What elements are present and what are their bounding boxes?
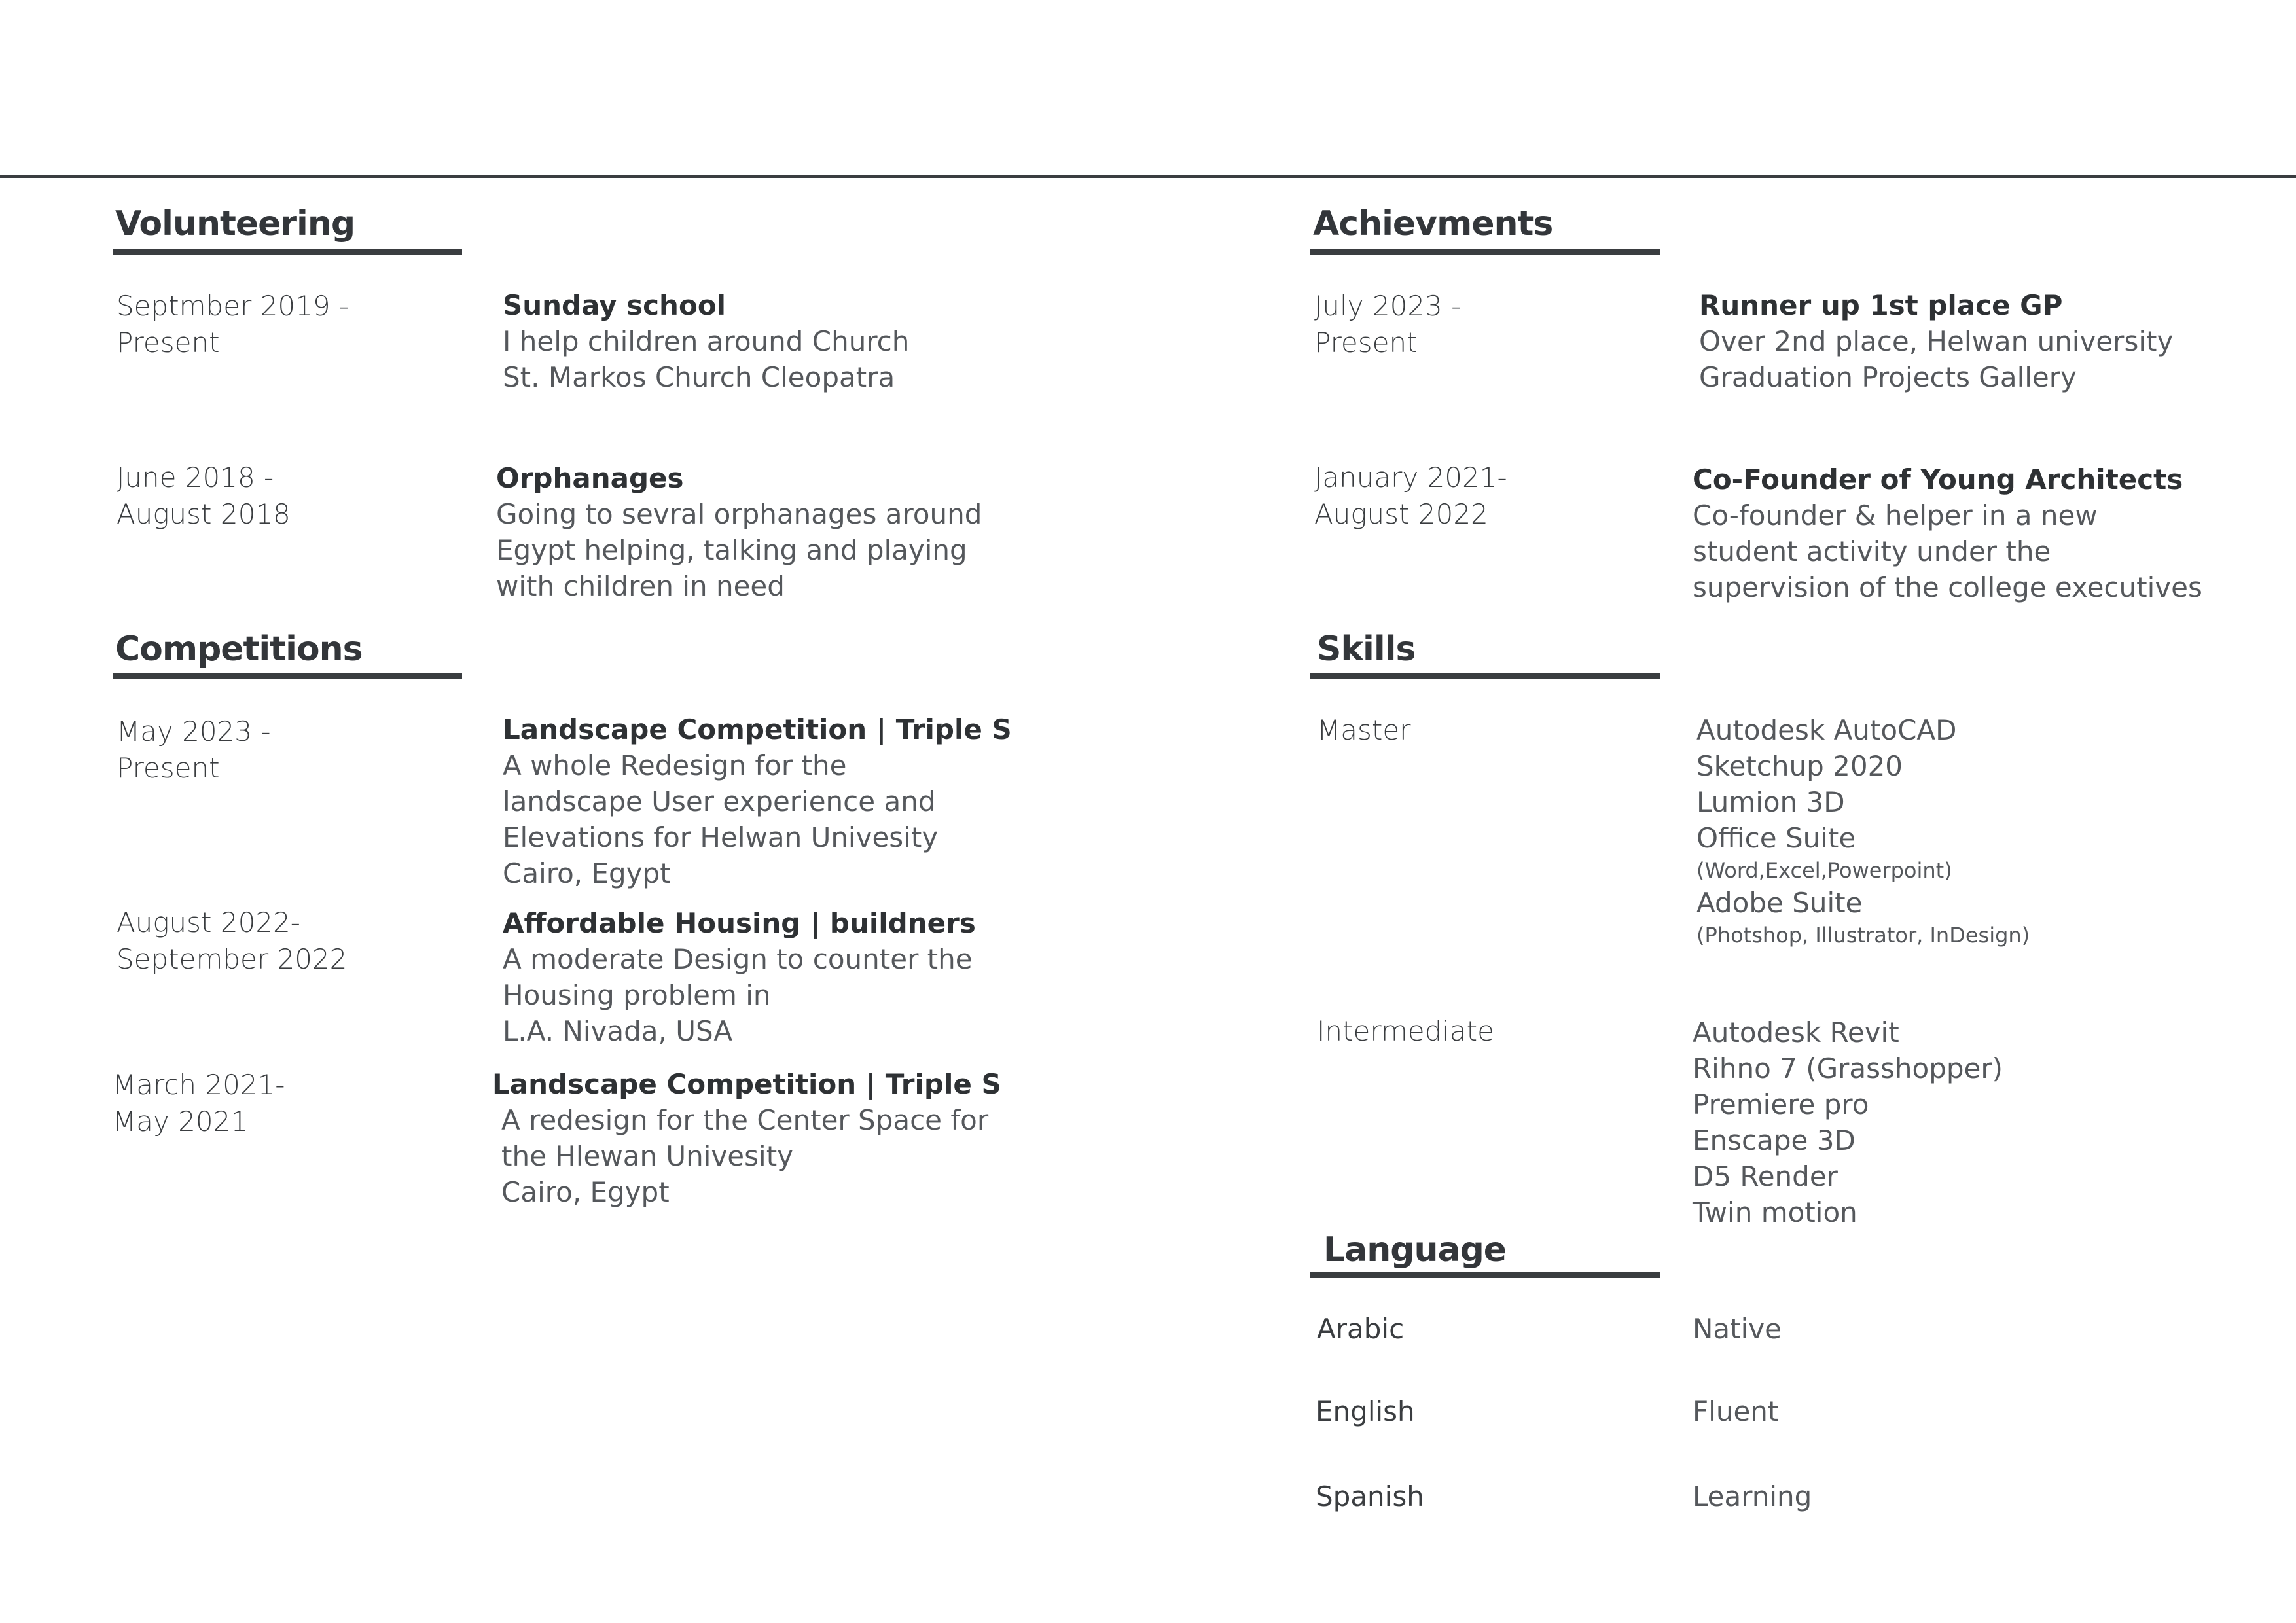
entry-line: Egypt helping, talking and playing xyxy=(496,534,967,566)
entry-line: St. Markos Church Cleopatra xyxy=(503,361,895,393)
skills-master-label: Master xyxy=(1317,714,1411,746)
volunteering-heading: Volunteering xyxy=(115,204,355,243)
skills-master-list xyxy=(1696,712,2030,950)
achievements-entry-2 xyxy=(1693,462,2202,605)
language-name-arabic: Arabic xyxy=(1317,1313,1405,1345)
entry-title: Sunday school xyxy=(503,289,726,321)
achievements-heading: Achievments xyxy=(1313,204,1553,243)
entry-title: Orphanages xyxy=(496,462,684,494)
entry-line: Housing problem in xyxy=(503,979,771,1011)
entry-line: Over 2nd place, Helwan university xyxy=(1699,325,2174,357)
competitions-entry-3 xyxy=(492,1067,1001,1210)
competitions-rule xyxy=(113,673,462,679)
competitions-date-1: May 2023 - Present xyxy=(117,715,271,784)
entry-line: Graduation Projects Gallery xyxy=(1699,361,2077,393)
skill-item: Office Suite xyxy=(1696,822,1856,854)
achievements-date-1: July 2023 - Present xyxy=(1314,290,1462,359)
language-rule xyxy=(1310,1272,1660,1278)
competitions-heading: Competitions xyxy=(115,630,363,669)
entry-line: L.A. Nivada, USA xyxy=(503,1015,733,1047)
language-heading: Language xyxy=(1323,1230,1507,1270)
skill-item: Premiere pro xyxy=(1693,1088,1869,1120)
volunteering-date-2: June 2018 - August 2018 xyxy=(117,461,291,530)
language-level-english: Fluent xyxy=(1693,1395,1779,1427)
entry-line: Going to sevral orphanages around xyxy=(496,498,982,530)
skill-item: Enscape 3D xyxy=(1693,1124,1856,1156)
volunteering-date-1: Septmber 2019 - Present xyxy=(117,290,350,359)
competitions-entry-1 xyxy=(503,712,1012,891)
skill-item: Autodesk Revit xyxy=(1693,1016,1899,1048)
skill-note: (Word,Excel,Powerpoint) xyxy=(1696,858,1952,883)
language-name-spanish: Spanish xyxy=(1316,1480,1424,1512)
achievements-date-2: January 2021- August 2022 xyxy=(1314,461,1507,530)
achievements-entry-1 xyxy=(1699,288,2173,395)
volunteering-rule xyxy=(113,249,462,255)
entry-line: student activity under the xyxy=(1693,535,2051,567)
entry-line: with children in need xyxy=(496,570,785,602)
entry-line: supervision of the college executives xyxy=(1693,571,2202,603)
entry-title: Landscape Competition | Triple S xyxy=(492,1068,1001,1100)
skill-item: Lumion 3D xyxy=(1696,786,1845,818)
entry-title: Landscape Competition | Triple S xyxy=(503,713,1012,745)
entry-line: A redesign for the Center Space for xyxy=(501,1104,989,1136)
skills-intermediate-list xyxy=(1693,1014,2003,1230)
entry-title: Runner up 1st place GP xyxy=(1699,289,2063,321)
language-level-spanish: Learning xyxy=(1693,1480,1812,1512)
competitions-date-2: August 2022- September 2022 xyxy=(117,906,348,975)
entry-line: Cairo, Egypt xyxy=(503,857,671,889)
entry-line: Cairo, Egypt xyxy=(501,1176,670,1208)
entry-line: Co-founder & helper in a new xyxy=(1693,499,2098,531)
competitions-entry-2 xyxy=(503,906,976,1049)
entry-line: A moderate Design to counter the xyxy=(503,943,973,975)
skill-item: D5 Render xyxy=(1693,1160,1838,1192)
language-name-english: English xyxy=(1316,1395,1415,1427)
skills-intermediate-label: Intermediate xyxy=(1317,1015,1494,1047)
skill-item: Twin motion xyxy=(1693,1196,1857,1228)
top-divider xyxy=(0,175,2296,178)
competitions-date-3: March 2021- May 2021 xyxy=(113,1069,285,1137)
skill-item: Rihno 7 (Grasshopper) xyxy=(1693,1052,2003,1084)
language-level-arabic: Native xyxy=(1693,1313,1782,1345)
volunteering-entry-2 xyxy=(496,461,982,604)
skill-item: Adobe Suite xyxy=(1696,887,1863,919)
skills-rule xyxy=(1310,673,1660,679)
skills-heading: Skills xyxy=(1317,630,1416,669)
entry-title: Co-Founder of Young Architects xyxy=(1693,463,2183,495)
entry-line: I help children around Church xyxy=(503,325,910,357)
achievements-rule xyxy=(1310,249,1660,255)
volunteering-entry-1 xyxy=(503,288,909,395)
entry-line: Elevations for Helwan Univesity xyxy=(503,821,939,853)
skill-item: Sketchup 2020 xyxy=(1696,750,1903,782)
entry-line: landscape User experience and xyxy=(503,785,936,817)
skill-note: (Photshop, Illustrator, InDesign) xyxy=(1696,923,2030,948)
skill-item: Autodesk AutoCAD xyxy=(1696,714,1957,746)
entry-title: Affordable Housing | buildners xyxy=(503,907,976,939)
entry-line: A whole Redesign for the xyxy=(503,749,847,781)
entry-line: the Hlewan Univesity xyxy=(501,1140,794,1172)
